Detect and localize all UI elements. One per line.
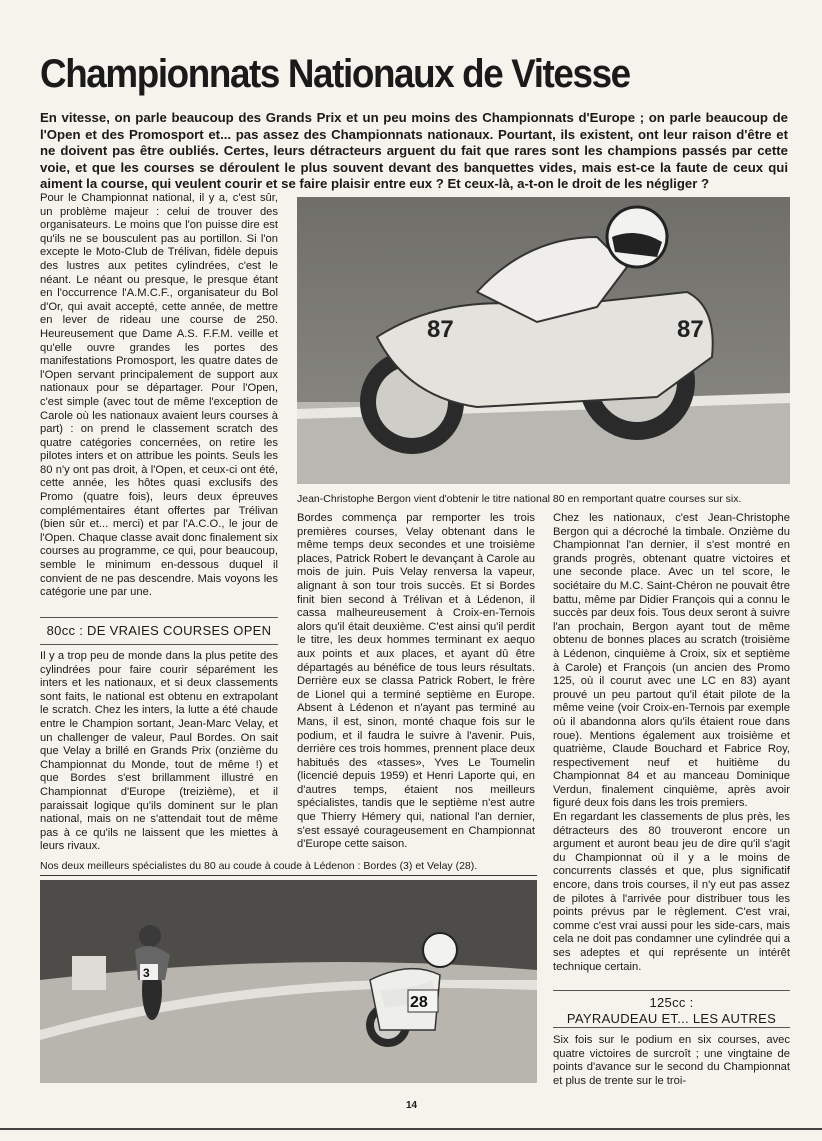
- photo-bergon-illustration: [297, 197, 790, 484]
- section-heading-125cc-line2: PAYRAUDEAU ET... LES AUTRES: [566, 1011, 777, 1026]
- intro-paragraph: En vitesse, on parle beaucoup des Grands Prix et un peu moins des Championnats d'Europe ; on parle beaucoup de l'Open et des Promosport et... pas assez des Championnats nationaux. Pourtant, ils existent, ont leur raison d'être et ne doivent pas être oubliés. Certes, leurs détracteurs arguent du fait que rares sont les champions passés par cette voie, et que les courses se déroulent le plus souvent devant des banquettes vides, mais est-ce la faute de ceux qui aiment la course, qui veulent courir et se faire plaisir entre eux ? Et ceux-là, a-t-on le droit de les négliger ?: [40, 110, 788, 192]
- photo1-race-number-tail: 87: [677, 316, 704, 343]
- section-heading-125cc-line1: 125cc :: [649, 995, 694, 1010]
- caption-rule: [40, 875, 537, 876]
- section-heading-125cc: [553, 990, 790, 1028]
- body-column-1: Pour le Championnat national, il y a, c'est sûr, un problème majeur : celui de trouver des organisateurs. Le moins que l'on puisse dire est qu'ils ne se bousculent pas au portillon. Si l'on excepte le Moto-Club de Trélivan, fidèle depuis des lustres aux petites cylindrées, c'est le néant. Le néant ou presque, le presque étant en l'occurrence l'A.M.C.F., organisateur du Bol d'Or, qui avait accepté, cette année, de mettre en lever de rideau une course de 250. Heureusement que Dame A.S. F.F.M. veille et qu'elle ouvre grandes les portes des manifestations Promosport, les quatre dates de l'Open servant principalement de support aux nationaux pour se départager. Pour l'Open, c'est simple (avec tout de même l'exception de Carole où les nationaux avaient leurs courses à part) : on prend le classement scratch des quatre catégories concernées, on retire les pilotes inters et on attribue les points. Seuls les 80 n'y ont pas droit, à l'Open, et ceux-ci ont été, cette année, les hôtes quasi exclusifs des Promo (quatre fois), leurs deux épreuves complémentaires étant offertes par Trélivan (bien sûr et... merci) et par l'A.C.O., le jour de l'Open. Chaque classe avait donc finalement six courses au programme, ce qui, pour beaucoup, semble le minimum en-dessous duquel il convient de ne pas descendre. Mais voyons les catégorie une par une.: [40, 192, 278, 599]
- photo2-number-28: 28: [410, 994, 428, 1011]
- photo-bordes-velay-illustration: [40, 880, 537, 1083]
- page-number: 14: [406, 1100, 418, 1111]
- photo1-race-number: 87: [427, 316, 454, 343]
- page-bottom-border: [0, 1128, 822, 1130]
- section-heading-80cc: 80cc : DE VRAIES COURSES OPEN: [40, 617, 278, 645]
- photo2-number-3: 3: [143, 966, 150, 980]
- photo-bergon: [297, 197, 790, 484]
- page-title: Championnats Nationaux de Vitesse: [40, 52, 630, 96]
- body-column-3-continued: Six fois sur le podium en six courses, avec quatre victoires de surcroît ; une vingtaine de points d'avance sur le second du Championnat et plus de trente sur le troi-: [553, 1034, 790, 1087]
- body-column-2: Bordes commença par remporter les trois premières courses, Velay obtenant dans le même temps deux secondes et une troisième places, Patrick Robert le devançant à Carole au mois de juin. Puis Velay renversa la vapeur, alignant à son tour trois succès. Et si Bordes finit bien second à Trélivan et à Lédenon, il cassa malheureusement à Croix-en-Ternois alors qu'il était deuxième. C'est ainsi qu'il perdit le titre, les deux hommes terminant ex aequo aux points et aux places, et ayant dû être départagés au bénéfice de tous leurs résultats. Derrière eux se classa Patrick Robert, le frère de Lionel qui a terminé septième en Europe. Absent à Lédenon et n'ayant pas terminé au Mans, il est, sinon, monté chaque fois sur le podium, et il faudra le suivre à l'avenir. Puis, derrière ces trois hommes, prennent place deux habitués des «tasses», Yves Le Toumelin (licencié depuis 1959) et Henri Laporte qui, en d'autres temps, étaient nos meilleurs spécialistes, tandis que le septième n'est autre que Thierry Hémery qui, national l'an dernier, s'est essayé courageusement en Championnat d'Europe cette saison.: [297, 512, 535, 851]
- body-column-3: Chez les nationaux, c'est Jean-Christophe Bergon qui a décroché la timbale. Onzième du Championnat l'an dernier, il s'est montré en grands progrès, obtenant quatre victoires et une seconde place. Avec un tel score, le sociétaire du M.C. Saint-Chéron ne pouvait être battu, même par Didier François qui a connu le succès par deux fois. Tous deux seront à suivre l'an prochain, Bergon ayant tout de même obtenu de bonnes places au scratch (troisième à Lédenon, cinquième à Croix, six et septième à Carole) et François (un ancien des Promo 125, où il courut avec une LC en 83) ayant prouvé un peu partout qu'il était pilote de la même veine (voir Croix-en-Ternois par exemple où il abandonna alors qu'ils étaient roue dans roue). Mentions également aux troisième et quatrième, Claude Bouchard et Fabrice Roy, respectivement neuf et huitième du Championnat 84 et au manceau Dominique Verdun, finalement cinquième, après avoir figuré deux fois dans les trois premiers. En regardant les classements de plus près, les détracteurs des 80 trouveront encore un argument et auront beau jeu de dire qu'il s'agit du Championnat où il y a le moins de concurrents classés et que, plus significatif encore, dans trois courses, il n'y eut pas assez de pilotes à l'arrivée pour distribuer tous les points prévus par le règlement. C'est vrai, comme c'est vrai aussi pour les side-cars, mais cela ne doit pas condamner une cylindrée qui a ses adeptes et qui représente un intérêt technique certain.: [553, 512, 790, 973]
- photo-bordes-velay: [40, 880, 537, 1083]
- body-column-1-continued: Il y a trop peu de monde dans la plus petite des cylindrées pour faire courir séparément les inters et les nationaux, et si deux classements sont faits, le national est obtenu en extrapolant le scratch. Chez les inters, la lutte a été chaude entre le Champion sortant, Jean-Marc Velay, et un challenger de valeur, Paul Bordes. On sait que Velay a brillé en Grands Prix (onzième du Championnat du Monde, tout de même !) et que Bordes s'est brillamment illustré en Championnat d'Europe (treizième), et il paraissait logique qu'ils dominent sur le plan national, mais on ne s'attendait tout de même pas à ce qu'ils ne laissent que les miettes à leurs rivaux.: [40, 650, 278, 853]
- photo-caption-bergon: Jean-Christophe Bergon vient d'obtenir le titre national 80 en remportant quatre courses sur six.: [297, 493, 742, 505]
- photo-caption-bordes-velay: Nos deux meilleurs spécialistes du 80 au coude à coude à Lédenon : Bordes (3) et Velay (28).: [40, 860, 478, 872]
